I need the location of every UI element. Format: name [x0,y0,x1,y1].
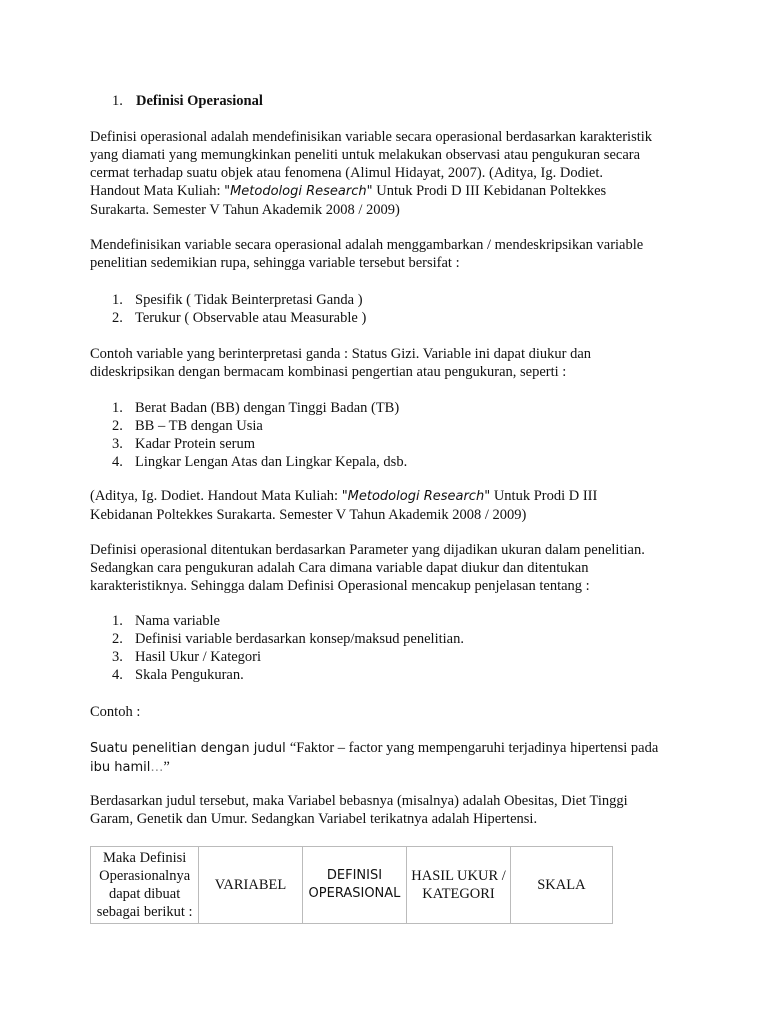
section-heading [112,92,263,110]
table-cell-variabel: VARIABEL [199,847,302,924]
list-item: 1. Nama variable [112,613,220,629]
italic-title: "Metodologi Research" [224,184,373,199]
list-item: 3. Hasil Ukur / Kategori [112,649,262,665]
table-cell-skala: SKALA [510,847,612,924]
definition-table [90,846,613,924]
paragraph-example: Contoh variable yang berinterpretasi ganda : Status Gizi. Variable ini dapat diukur dan dideskripsikan dengan bermacam kombinasi pengertian atau pengukuran, seperti : [90,346,592,380]
table-cell-definisi: DEFINISI OPERASIONAL [302,847,407,924]
table-cell-intro: Maka Definisi Operasionalnya dapat dibuat sebagai berikut : [91,847,199,924]
list-item: 1. Spesifik ( Tidak Beinterpretasi Ganda ) [112,292,363,308]
table-cell-hasil-ukur: HASIL UKUR / KATEGORI [407,847,511,924]
list-item: 2. Definisi variable berdasarkan konsep/maksud penelitian. [112,631,464,647]
section-number: 1. [112,93,123,109]
section-title: Definisi Operasional [136,93,263,109]
list-item: 4. Skala Pengukuran. [112,667,244,683]
list-properties [112,291,366,327]
list-measurements [112,399,407,471]
table-row [91,847,613,924]
list-item: 3. Kadar Protein serum [112,436,255,452]
paragraph-definition: Definisi operasional adalah mendefinisikan variable secara operasional berdasarkan karakteristik yang diamati yang memungkinkan peneliti untuk melakukan observasi atau pengukuran secara cermat terhadap suatu objek atau fenomena (Alimul Hidayat, 2007). (Aditya, Ig. Dodiet. Handout Mata Kuliah: "Metodologi Research" Untuk Prodi D III Kebidanan Poltekkes Surakarta. Semester V Tahun Akademik 2008 / 2009) [90,129,653,218]
list-item: 2. Terukur ( Observable atau Measurable ) [112,310,367,326]
list-components [112,612,464,684]
contoh-label: Contoh : [90,704,141,720]
italic-title: "Metodologi Research" [341,489,491,504]
paragraph-citation: (Aditya, Ig. Dodiet. Handout Mata Kuliah: "Metodologi Research" Untuk Prodi D III Kebidanan Poltekkes Surakarta. Semester V Tahun Akademik 2008 / 2009) [90,488,598,523]
paragraph-variables: Berdasarkan judul tersebut, maka Variabel bebasnya (misalnya) adalah Obesitas, Diet Tinggi Garam, Genetik dan Umur. Sedangkan Variabel terikatnya adalah Hipertensi. [90,793,628,827]
paragraph-research-title: Suatu penelitian dengan judul “Faktor – factor yang mempengaruhi terjadinya hipertensi pada ibu hamil…” [90,740,659,775]
paragraph-describe: Mendefinisikan variable secara operasional adalah menggambarkan / mendeskripsikan variable penelitian sedemikian rupa, sehingga variable tersebut bersifat : [90,237,644,271]
paragraph-parameter: Definisi operasional ditentukan berdasarkan Parameter yang dijadikan ukuran dalam penelitian. Sedangkan cara pengukuran adalah Cara dimana variable dapat diukur dan ditentukan karakteristiknya. Sehingga dalam Definisi Operasional mencakup penjelasan tentang : [90,542,645,594]
list-item: 4. Lingkar Lengan Atas dan Lingkar Kepala, dsb. [112,454,408,470]
list-item: 2. BB – TB dengan Usia [112,418,263,434]
list-item: 1. Berat Badan (BB) dengan Tinggi Badan (TB) [112,400,400,416]
